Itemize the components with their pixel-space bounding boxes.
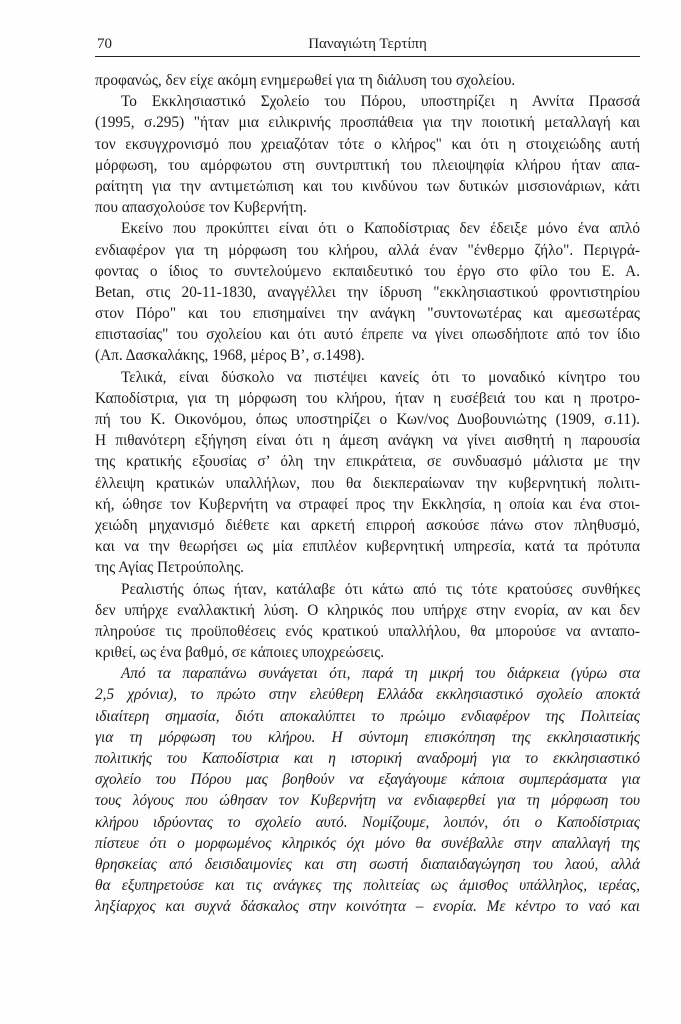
text-line: δεν υπήρχε εναλλακτική λύση. Ο κληρικός που υπήρχε στην ενορία, αν και δεν	[95, 601, 640, 619]
text-line: Το Εκκλησιαστικό Σχολείο του Πόρου, υποστηρίζει η Αννίτα Πρασσά	[121, 93, 640, 111]
text-line: θρησκείας από δεισιδαιμονίες και στη σωστή διαπαιδαγώγηση του λαού, αλλά	[95, 855, 640, 873]
text-line: ραίτητη για την αντιμετώπιση και του κινδύνου των δυτικών μισσιονάριων, κάτι	[95, 177, 640, 195]
text-line: Από τα παραπάνω συνάγεται ότι, παρά τη μικρή του διάρκεια (γύρω στα	[121, 665, 640, 683]
page-number: 70	[97, 36, 112, 52]
text-line: (1995, σ.295) "ήταν μια ειλικρινής προσπάθεια για την ποιοτική μεταλλαγή και	[95, 114, 640, 132]
paragraph	[95, 367, 640, 579]
text-line: σχολείο του Πόρου μας βοηθούν να εξαγάγουμε κάποια συμπεράσματα για	[95, 771, 640, 789]
paragraph	[95, 70, 640, 91]
text-line: προφανώς, δεν είχε ακόμη ενημερωθεί για τη διάλυση του σχολείου.	[95, 72, 516, 89]
text-line: ενδιαφέρον για τη μόρφωση του κλήρου, αλλά έναν "ένθερμο ζήλο". Περιγρά-	[95, 241, 640, 259]
text-line: χειώδη μηχανισμό διέθετε και αρκετή επιρροή ασκούσε πάνω στον πληθυσμό,	[95, 516, 640, 534]
text-line: Η πιθανότερη εξήγηση είναι ότι η άμεση ανάγκη να γίνει αισθητή η παρουσία	[95, 432, 640, 450]
text-line: που απασχολούσε τον Κυβερνήτη.	[95, 199, 307, 217]
text-line: κλήρου ιδρύοντας το σχολείο αυτό. Νομίζουμε, λοιπόν, ότι ο Καποδίστριας	[95, 813, 640, 831]
text-line: επιστασίας" του σχολείου και ότι αυτό έπρεπε να γίνει οπωσδήποτε από τον ίδιο	[95, 326, 640, 344]
paragraph	[95, 91, 640, 218]
text-line: ιδιαίτερη σημασία, διότι αποκαλύπτει το πρώιμο ενδιαφέρον της Πολιτείας	[95, 707, 640, 725]
text-line: Τελικά, είναι δύσκολο να πιστέψει κανείς ότι το μοναδικό κίνητρο του	[121, 368, 640, 386]
text-line: τους λόγους που ώθησαν τον Κυβερνήτη να ενδιαφερθεί για τη μόρφωση του	[95, 792, 640, 810]
text-line: Εκείνο που προκύπτει είναι ότι ο Καποδίστριας δεν έδειξε μόνο ένα απλό	[121, 220, 640, 238]
paragraph	[95, 218, 640, 366]
text-line: θα εξυπηρετούσε και τις ανάγκες της πολιτείας ως άμισθος υπάλληλος, ιερέας,	[95, 877, 640, 895]
text-line: για τη μόρφωση του κλήρου. Η σύντομη επισκόπηση της εκκλησιαστικής	[95, 728, 640, 746]
paragraph	[95, 663, 640, 917]
paragraph	[95, 579, 640, 664]
text-line: Καποδίστρια, για τη μόρφωση του κλήρου, ήταν η ευσέβειά του και η προτρο-	[95, 389, 640, 407]
text-line: έλλειψη κρατικών υπαλλήλων, που θα διεκπεραίωναν την κυβερνητική πολιτι-	[95, 474, 640, 492]
text-line: τον εκσυγχρονισμό που χρειαζόταν τότε ο κλήρος" και ότι η στοιχειώδης αυτή	[95, 135, 640, 153]
text-line: φοντας ο ίδιος το συντελούμενο εκπαιδευτικό του έργο στο φίλο του Ε. Α.	[95, 262, 640, 280]
text-line: κριθεί, ως ένα βαθμό, σε κάποιες υποχρεώσεις.	[95, 644, 385, 662]
text-line: και να την θεωρήσει ως μία επιπλέον κυβερνητική υπηρεσία, κατά τα πρότυπα	[95, 538, 640, 556]
text-line: Betan, στις 20-11-1830, αναγγέλλει την ίδρυση "εκκλησιαστικού φροντιστηρίου	[95, 283, 640, 301]
text-line: στον Πόρο" και του επισημαίνει την ανάγκη "συντονωτέρας και αμεσωτέρας	[95, 305, 640, 323]
text-line: 2,5 χρόνια), το πρώτο στην ελεύθερη Ελλάδα εκκλησιαστικό σχολείο αποκτά	[95, 686, 640, 704]
text-line: πολιτικής του Καποδίστρια και η ιστορική αναδρομή για το εκκλησιαστικό	[95, 750, 640, 767]
text-line: (Απ. Δασκαλάκης, 1968, μέρος Β’, σ.1498).	[95, 347, 365, 365]
running-title: Παναγιώτη Τερτίπη	[308, 36, 427, 52]
text-line: κή, ώθησε τον Κυβερνήτη να στραφεί προς την Εκκλησία, η οποία και ένα στοι-	[95, 495, 640, 513]
text-line: Ρεαλιστής όπως ήταν, κατάλαβε ότι κάτω από τις τότε κρατούσες συνθήκες	[121, 580, 640, 598]
running-header	[95, 34, 640, 57]
text-line: πληρούσε τις προϋποθέσεις ενός κρατικού υπαλλήλου, θα μπορούσε να ανταπο-	[95, 622, 640, 640]
text-line: της Αγίας Πετρούπολης.	[95, 559, 244, 577]
text-line: της κρατικής εξουσίας σ’ όλη την επικράτεια, σε συνδυασμό μάλιστα με την	[95, 453, 640, 471]
text-line: πή του Κ. Οικονόμου, όπως υποστηρίζει ο Κων/νος Δυοβουνιώτης (1909, σ.11).	[95, 411, 640, 428]
text-line: πίστευε ότι ο μορφωμένος κληρικός όχι μόνο θα συνέβαλλε στην απαλλαγή της	[95, 834, 640, 852]
text-line: ληξίαρχος και συχνά δάσκαλος στην κοινότητα – ενορία. Με κέντρο το ναό και	[95, 898, 640, 916]
body-text	[95, 70, 640, 918]
text-line: μόρφωση, του αμόρφωτου στη συντριπτική του πλειοψηφία κλήρου ήταν απα-	[95, 156, 640, 174]
